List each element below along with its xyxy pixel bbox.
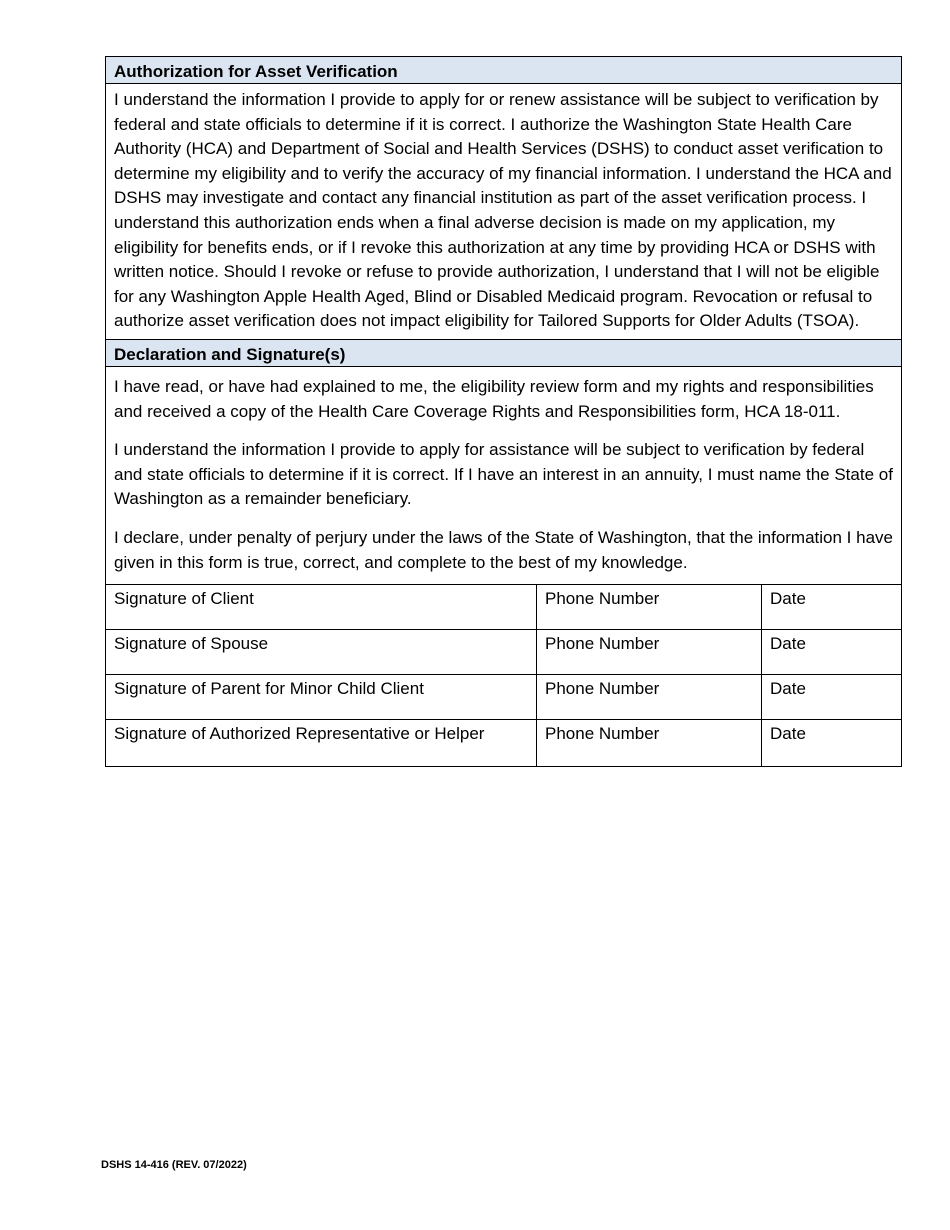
date-field-spouse[interactable]: Date: [770, 634, 806, 654]
signature-field-spouse[interactable]: Signature of Spouse: [106, 630, 537, 674]
date-field-representative[interactable]: Date: [770, 724, 806, 744]
declaration-paragraph: I declare, under penalty of perjury under the laws of the State of Washington, that the information I have given in this form is true, correct, and complete to the best of my knowledge.: [114, 527, 893, 572]
form-table: [105, 56, 902, 767]
authorization-header: Authorization for Asset Verification: [106, 57, 901, 84]
signature-table: [106, 585, 901, 766]
declaration-header: Declaration and Signature(s): [106, 340, 901, 367]
signature-field-parent[interactable]: Signature of Parent for Minor Child Client: [106, 675, 537, 719]
authorization-text: I understand the information I provide to apply for or renew assistance will be subject to verification by federal and state officials to determine if it is correct. I authorize the Washington State Health Care Authority (HCA) and Department of Social and Health Services (DSHS) to conduct asset verification to determine my eligibility and to verify the accuracy of my financial information. I understand the HCA and DSHS may investigate and contact any financial institution as part of the asset verification process. I understand this authorization ends when a final adverse decision is made on my application, my eligibility for benefits ends, or if I revoke this authorization at any time by providing HCA or DSHS with written notice. Should I revoke or refuse to provide authorization, I understand that I will not be eligible for any Washington Apple Health Aged, Blind or Disabled Medicaid program. Revocation or refusal to authorize asset verification does not impact eligibility for Tailored Supports for Older Adults (TSOA).: [114, 90, 892, 331]
signature-row-parent: [106, 675, 901, 720]
signature-field-representative[interactable]: Signature of Authorized Representative or Helper: [106, 720, 537, 766]
phone-field-representative[interactable]: Phone Number: [537, 720, 762, 766]
declaration-body: [106, 367, 901, 585]
authorization-body: [106, 84, 901, 340]
signature-field-client[interactable]: Signature of Client: [106, 585, 537, 629]
date-field-client[interactable]: Date: [770, 589, 806, 609]
signature-row-representative: [106, 720, 901, 766]
signature-row-client: [106, 585, 901, 630]
phone-field-spouse[interactable]: Phone Number: [537, 630, 762, 674]
declaration-paragraph: I understand the information I provide to apply for assistance will be subject to verification by federal and state officials to determine if it is correct. If I have an interest in an annuity, I must name the State of Washington as a remainder beneficiary.: [114, 440, 893, 509]
date-field-parent[interactable]: Date: [770, 679, 806, 699]
phone-field-client[interactable]: Phone Number: [537, 585, 762, 629]
signature-row-spouse: [106, 630, 901, 675]
form-number: DSHS 14-416 (REV. 07/2022): [101, 1159, 247, 1171]
phone-field-parent[interactable]: Phone Number: [537, 675, 762, 719]
declaration-paragraph: I have read, or have had explained to me, the eligibility review form and my rights and responsibilities and received a copy of the Health Care Coverage Rights and Responsibilities form, HCA 18-011.: [114, 376, 874, 421]
